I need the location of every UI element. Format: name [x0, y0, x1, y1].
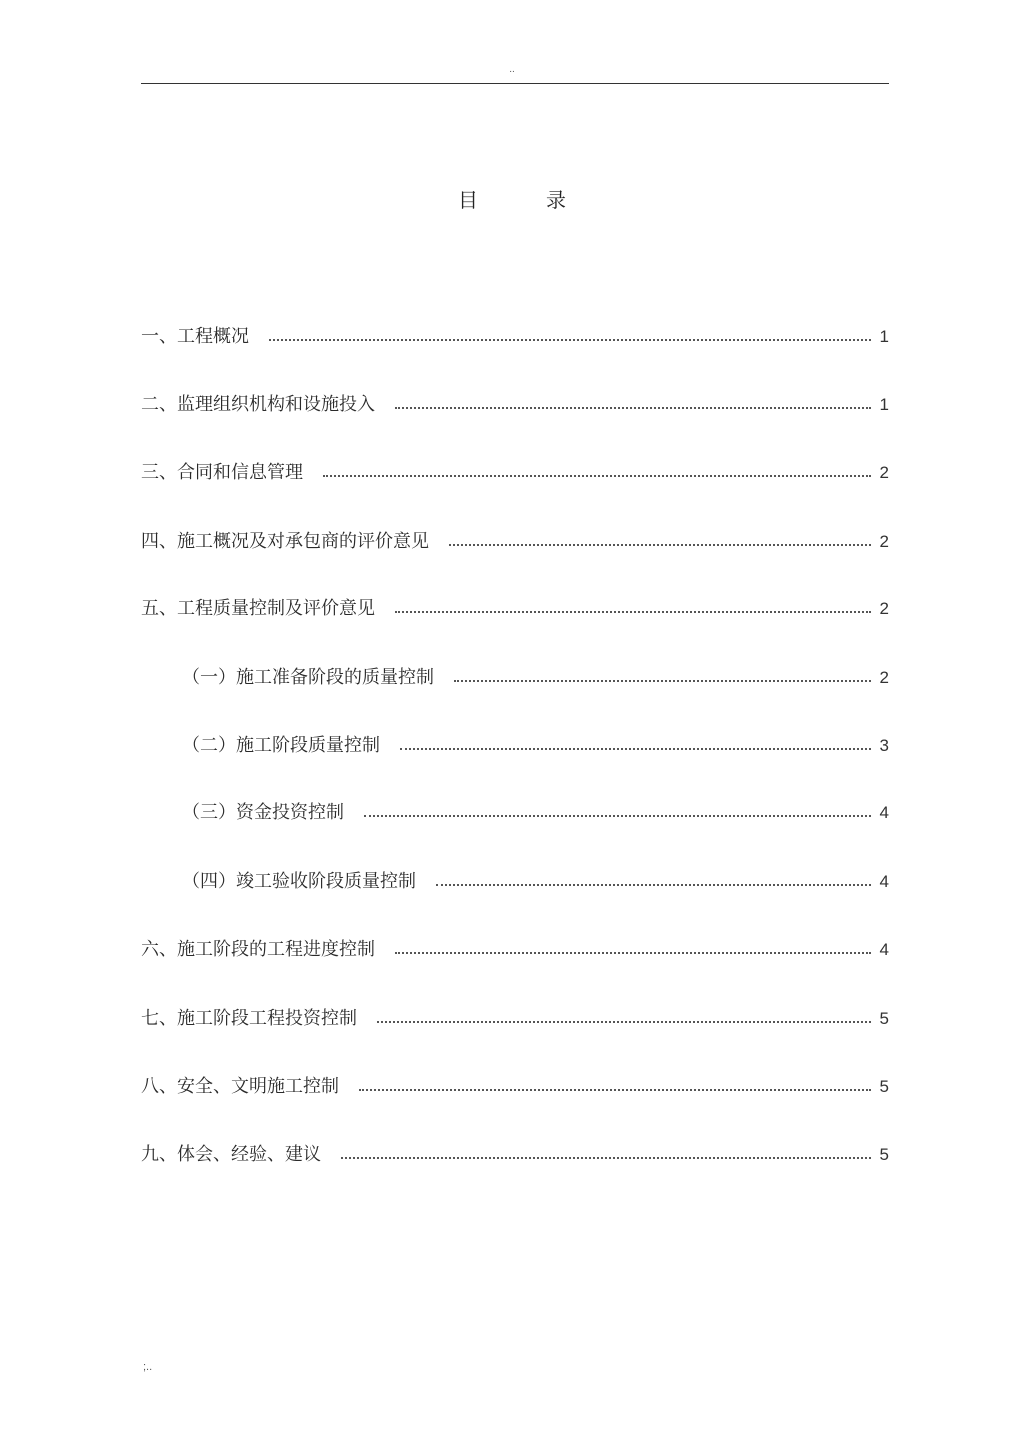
- toc-entry[interactable]: [141, 1073, 889, 1101]
- toc-entry[interactable]: [141, 595, 889, 623]
- toc-subentry[interactable]: [182, 868, 889, 896]
- toc-leader: [395, 407, 871, 409]
- toc-leader: [400, 748, 871, 750]
- page-title-char-2: 录: [546, 188, 566, 212]
- toc-entry-page: 1: [879, 395, 889, 414]
- toc-entry[interactable]: [141, 459, 889, 487]
- toc-entry-label: 九、体会、经验、建议: [141, 1144, 321, 1165]
- toc-entry-page: 2: [879, 532, 889, 551]
- toc-entry-label: 三、合同和信息管理: [141, 462, 303, 483]
- toc-entry-label: （二）施工阶段质量控制: [182, 735, 380, 756]
- toc-leader: [395, 611, 871, 613]
- toc-leader: [449, 544, 871, 546]
- footer-mark: ;..: [143, 1361, 153, 1373]
- toc-leader: [377, 1021, 871, 1023]
- toc-entry[interactable]: [141, 936, 889, 964]
- toc-entry-page: 5: [879, 1145, 889, 1164]
- toc-subentry[interactable]: [182, 664, 889, 692]
- toc-entry-label: （三）资金投资控制: [182, 802, 344, 823]
- toc-entry-label: （四）竣工验收阶段质量控制: [182, 871, 416, 892]
- toc-leader: [454, 680, 871, 682]
- toc-entry-label: 一、工程概况: [141, 326, 249, 347]
- toc-entry-page: 3: [879, 736, 889, 755]
- toc-leader: [341, 1157, 871, 1159]
- toc-entry-page: 1: [879, 327, 889, 346]
- toc-entry-label: 七、施工阶段工程投资控制: [141, 1008, 357, 1029]
- toc-entry-page: 2: [879, 668, 889, 687]
- toc-entry-page: 4: [879, 872, 889, 891]
- toc-entry[interactable]: [141, 391, 889, 419]
- toc-entry[interactable]: [141, 528, 889, 556]
- toc-entry-label: 五、工程质量控制及评价意见: [141, 598, 375, 619]
- toc-entry-page: 5: [879, 1077, 889, 1096]
- toc-leader: [395, 952, 871, 954]
- toc-leader: [323, 475, 871, 477]
- toc-entry-label: 二、监理组织机构和设施投入: [141, 394, 375, 415]
- toc-entry-label: 四、施工概况及对承包商的评价意见: [141, 531, 429, 552]
- toc-leader: [269, 339, 871, 341]
- toc-entry-page: 5: [879, 1009, 889, 1028]
- toc-entry-page: 4: [879, 940, 889, 959]
- toc-entry-label: 八、安全、文明施工控制: [141, 1076, 339, 1097]
- toc-entry-label: （一）施工准备阶段的质量控制: [182, 667, 434, 688]
- header-mark: ..: [509, 64, 515, 75]
- toc-entry-page: 2: [879, 599, 889, 618]
- toc-entry[interactable]: [141, 1005, 889, 1033]
- toc-entry[interactable]: [141, 323, 889, 351]
- toc-entry-label: 六、施工阶段的工程进度控制: [141, 939, 375, 960]
- toc-leader: [364, 815, 871, 817]
- toc-leader: [436, 884, 871, 886]
- page-title-char-1: 目: [458, 188, 478, 212]
- toc-entry[interactable]: [141, 1141, 889, 1169]
- toc-subentry[interactable]: [182, 732, 889, 760]
- toc-subentry[interactable]: [182, 799, 889, 827]
- toc-entry-page: 2: [879, 463, 889, 482]
- toc-entry-page: 4: [879, 803, 889, 822]
- toc-leader: [359, 1089, 871, 1091]
